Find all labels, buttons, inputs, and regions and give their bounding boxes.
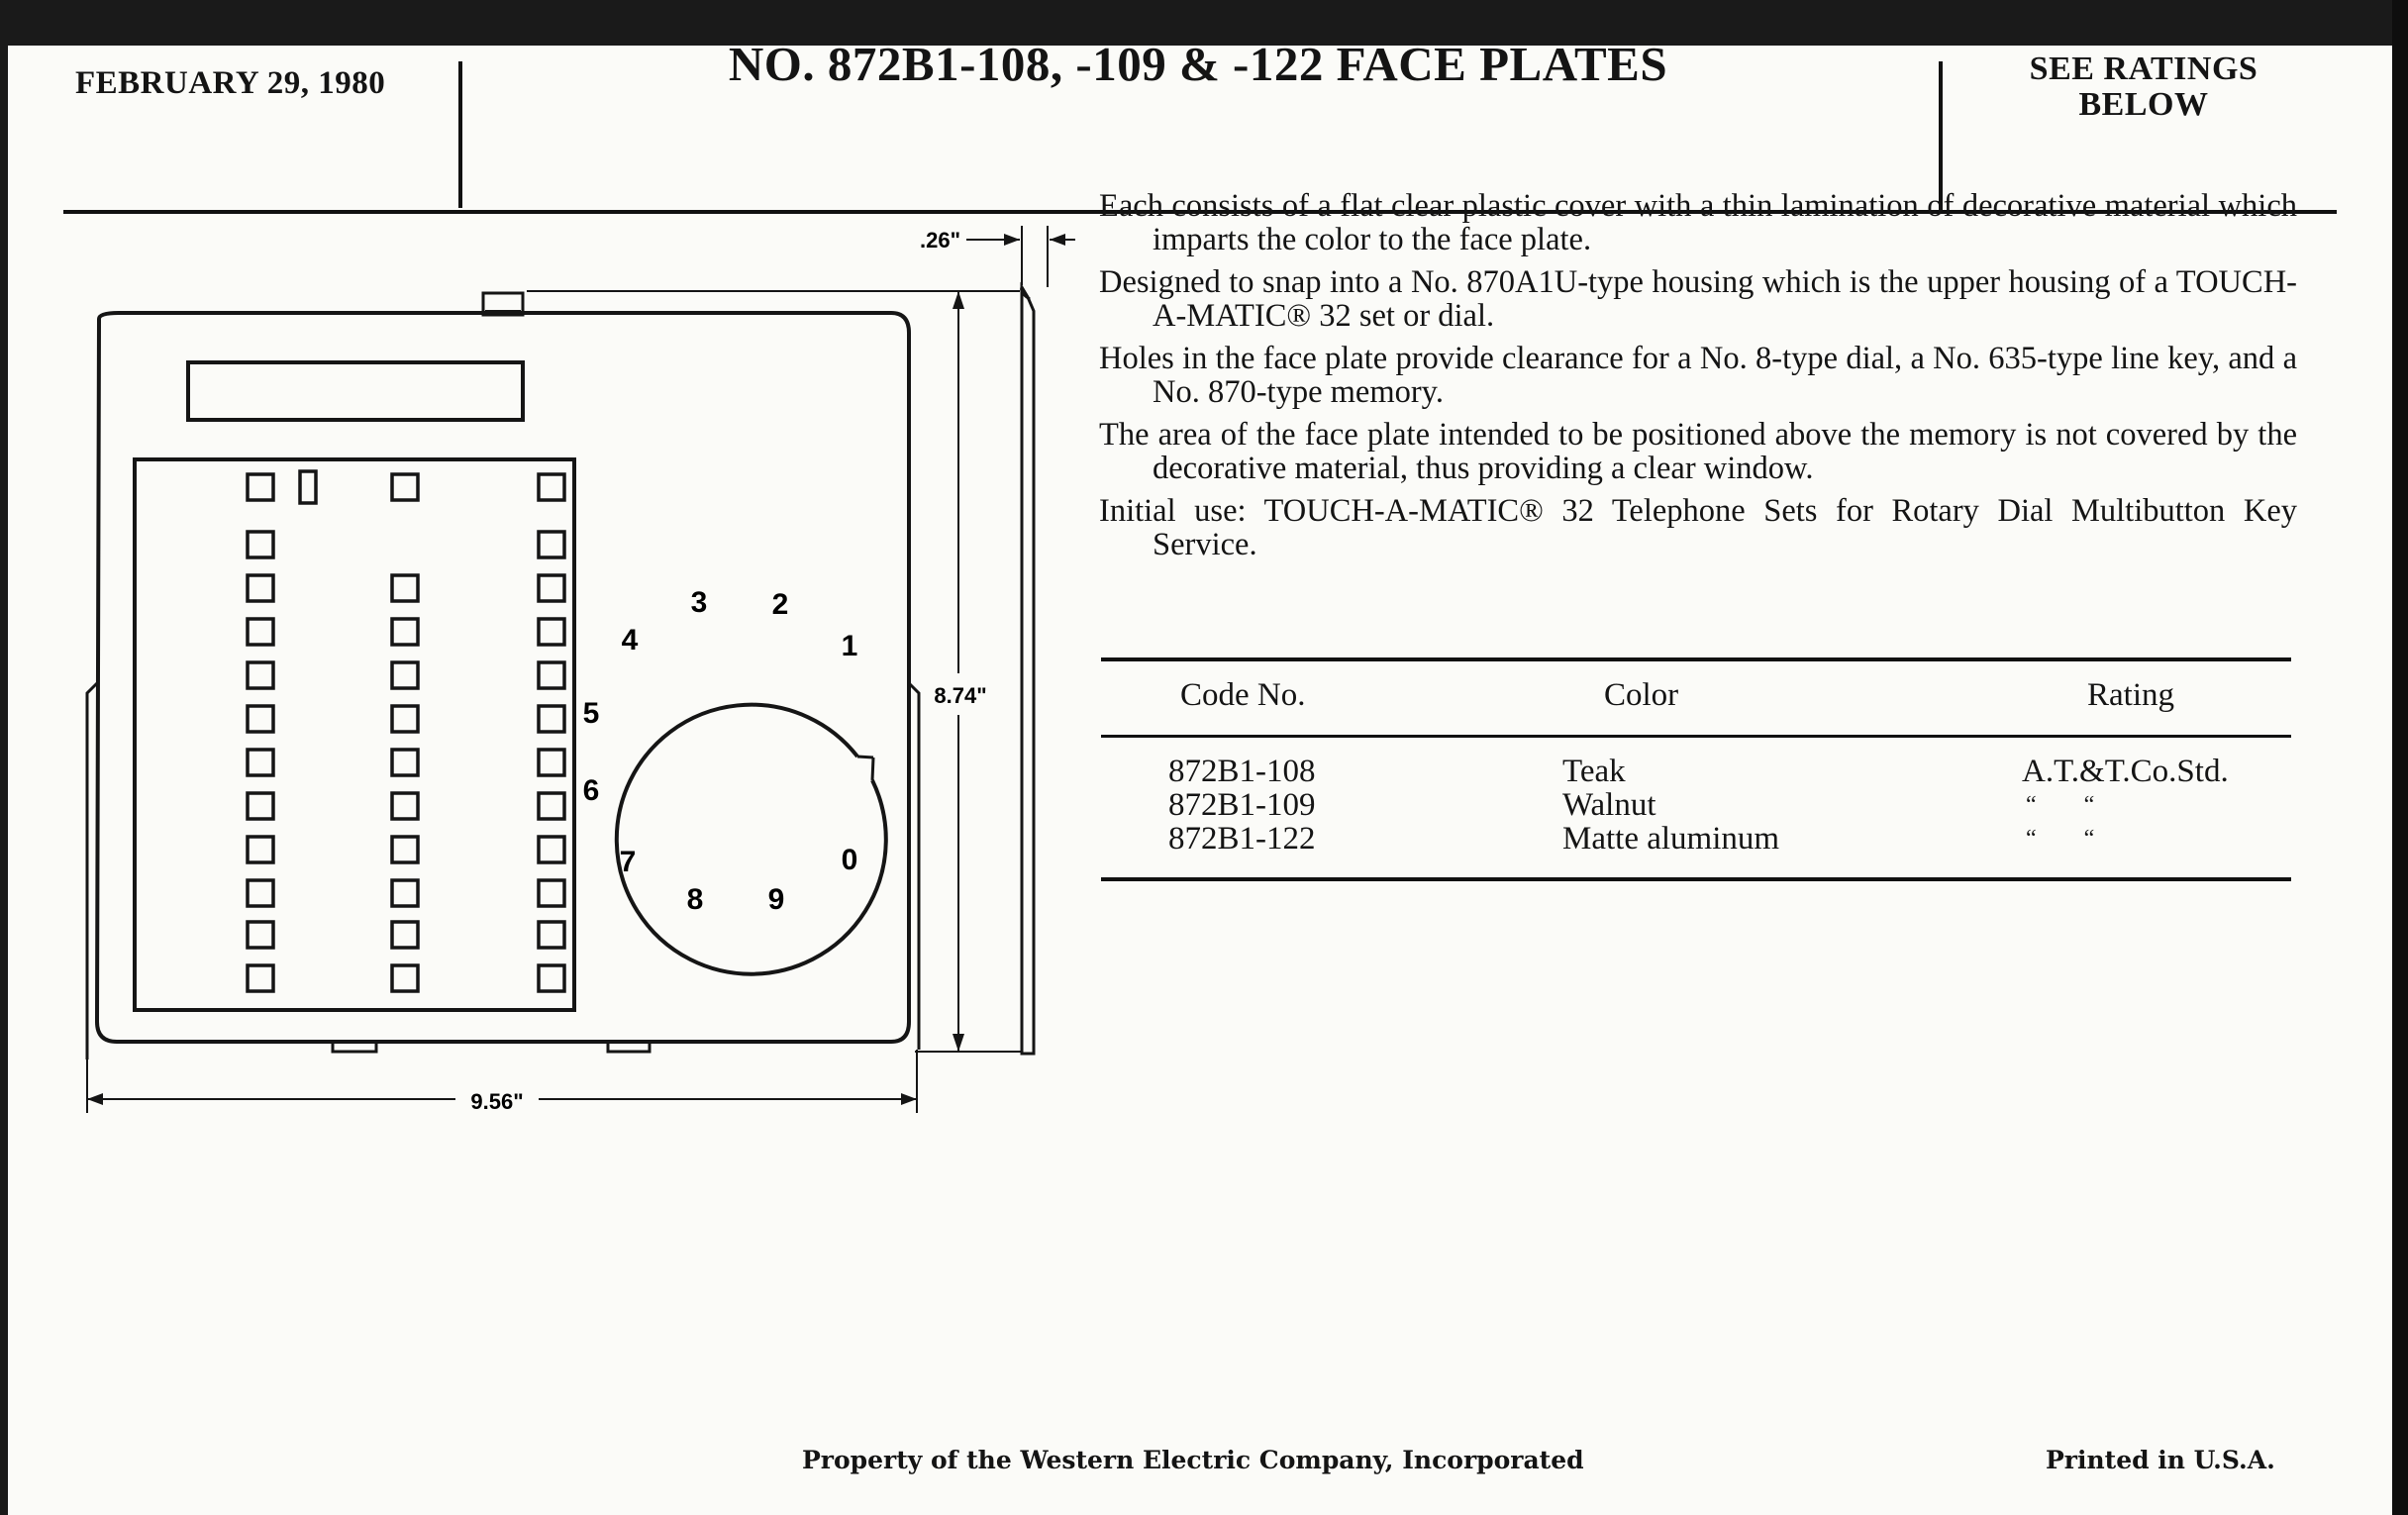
- cell-rating: “ “: [2026, 792, 2095, 818]
- memory-button-outline: [392, 750, 418, 775]
- ratings-note-line1: SEE RATINGS: [2029, 50, 2258, 87]
- memory-button-outline: [248, 474, 273, 500]
- description-paragraph: The area of the face plate intended to be positioned above the memory is not covered by the decorative material, thus providing a clear window.: [1099, 417, 2297, 486]
- column-header-code: Code No.: [1180, 677, 1306, 713]
- memory-button-outline: [539, 619, 564, 645]
- table-bottom-rule: [1101, 877, 2291, 881]
- thickness-dimension-label: .26": [919, 228, 960, 252]
- table-header-rule: [1101, 735, 2291, 738]
- printed-notice: Printed in U.S.A.: [2046, 1446, 2275, 1474]
- memory-button-outline: [248, 575, 273, 601]
- memory-button-outline: [539, 575, 564, 601]
- memory-button-outline: [539, 837, 564, 862]
- issue-date: FEBRUARY 29, 1980: [75, 65, 386, 101]
- memory-button-outline: [392, 706, 418, 732]
- face-plate-drawing: [0, 0, 1089, 1129]
- table-top-rule: [1101, 657, 2291, 661]
- memory-button-outline: [539, 662, 564, 688]
- column-header-color: Color: [1604, 677, 1679, 713]
- memory-button-outline: [248, 619, 273, 645]
- memory-button-outline: [248, 793, 273, 819]
- memory-button-outline: [539, 965, 564, 991]
- height-dimension-label: 8.74": [934, 683, 987, 708]
- page-title: NO. 872B1-108, -109 & -122 FACE PLATES: [728, 37, 1668, 91]
- memory-button-outline: [248, 880, 273, 906]
- dial-number: 0: [841, 844, 858, 876]
- cell-code: 872B1-109: [1168, 787, 1316, 823]
- memory-button-outline: [392, 474, 418, 500]
- memory-button-outline: [539, 706, 564, 732]
- memory-button-outline: [539, 474, 564, 500]
- memory-button-outline: [392, 880, 418, 906]
- cell-rating: “ “: [2026, 826, 2095, 852]
- dial-number: 5: [582, 697, 600, 730]
- memory-button-outline: [300, 471, 316, 503]
- memory-button-outline: [248, 662, 273, 688]
- ratings-note: [1960, 51, 2327, 123]
- cell-color: Matte aluminum: [1562, 821, 1780, 857]
- cell-color: Walnut: [1562, 787, 1656, 823]
- memory-button-outline: [248, 750, 273, 775]
- dial-number: 9: [767, 883, 785, 916]
- ratings-note-line2: BELOW: [2078, 86, 2209, 123]
- description-paragraph: Initial use: TOUCH-A-MATIC® 32 Telephone Sets for Rotary Dial Multibutton Key Service.: [1099, 493, 2297, 562]
- memory-button-outline: [392, 575, 418, 601]
- column-header-rating: Rating: [2087, 677, 2174, 713]
- description-paragraph: Holes in the face plate provide clearance for a No. 8-type dial, a No. 635-type line key, and a No. 870-type memory.: [1099, 341, 2297, 410]
- memory-button-outline: [392, 619, 418, 645]
- dial-number: 6: [582, 774, 600, 807]
- memory-button-outline: [392, 922, 418, 948]
- scan-edge: [2392, 0, 2408, 1515]
- property-notice: Property of the Western Electric Company, Incorporated: [802, 1446, 1584, 1474]
- dial-number: 3: [690, 586, 708, 619]
- dial-number: 1: [841, 630, 858, 662]
- memory-button-outline: [248, 965, 273, 991]
- memory-button-outline: [248, 706, 273, 732]
- memory-button-outline: [539, 793, 564, 819]
- description-paragraph: Designed to snap into a No. 870A1U-type housing which is the upper housing of a TOUCH-A-MATIC® 32 set or dial.: [1099, 264, 2297, 334]
- dial-number: 4: [621, 624, 639, 656]
- memory-button-outline: [539, 880, 564, 906]
- memory-button-outline: [248, 837, 273, 862]
- description-paragraph: Each consists of a flat clear plastic cover with a thin lamination of decorative material which imparts the color to the face plate.: [1099, 188, 2297, 257]
- memory-button-outline: [539, 922, 564, 948]
- dial-number: 2: [771, 588, 789, 621]
- memory-button-outline: [392, 662, 418, 688]
- memory-button-outline: [248, 922, 273, 948]
- memory-button-outline: [392, 837, 418, 862]
- width-dimension-label: 9.56": [470, 1089, 524, 1114]
- cell-code: 872B1-108: [1168, 754, 1316, 789]
- memory-button-outline: [539, 750, 564, 775]
- memory-button-outline: [248, 532, 273, 557]
- cell-code: 872B1-122: [1168, 821, 1316, 857]
- description: [1099, 190, 2297, 571]
- cell-color: Teak: [1562, 754, 1626, 789]
- memory-button-outline: [539, 532, 564, 557]
- memory-button-outline: [392, 793, 418, 819]
- dial-number: 8: [686, 883, 704, 916]
- cell-rating: A.T.&T.Co.Std.: [2022, 754, 2229, 789]
- dial-number: 7: [619, 846, 637, 878]
- memory-button-outline: [392, 965, 418, 991]
